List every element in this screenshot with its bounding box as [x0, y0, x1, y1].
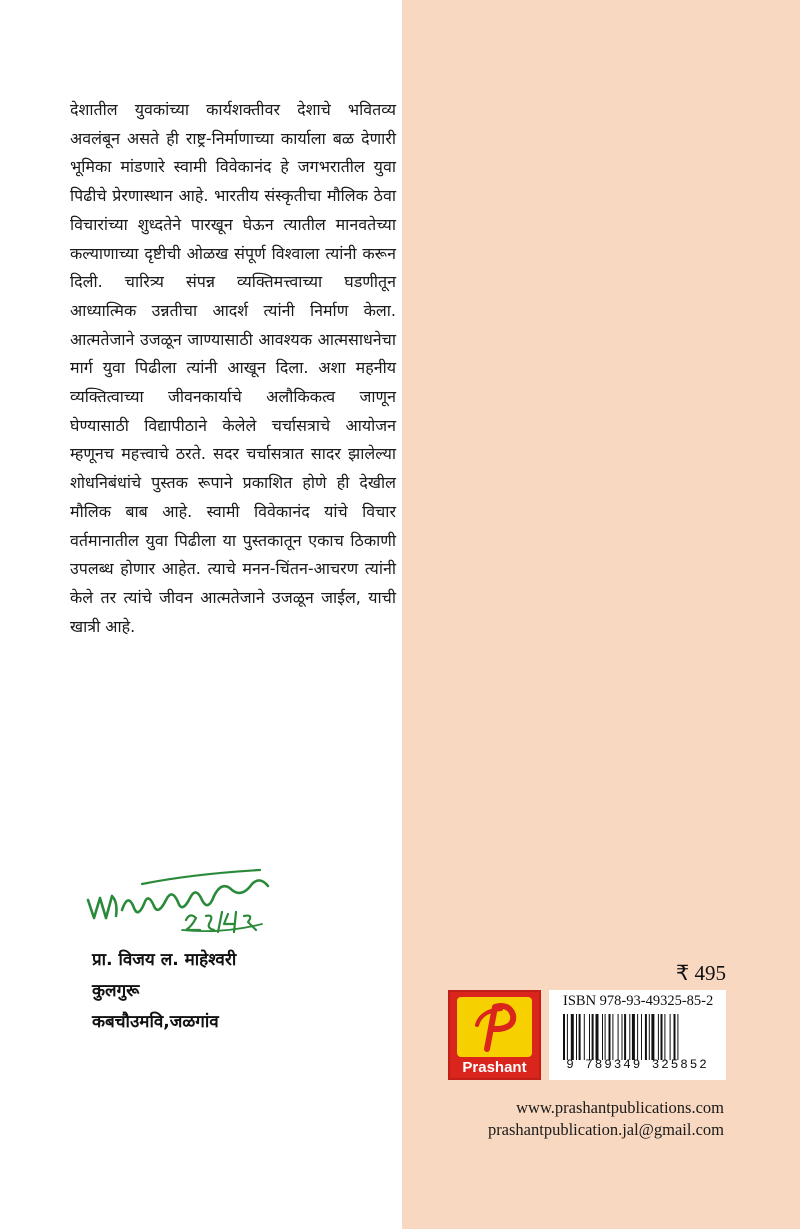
- signer-designation: कुलगुरू: [92, 981, 140, 1001]
- signer-block: [92, 945, 236, 1038]
- barcode-bar: [618, 1014, 619, 1060]
- barcode-bar: [674, 1014, 676, 1060]
- publisher-logo-emblem: [457, 997, 532, 1057]
- barcode-bar: [622, 1014, 623, 1060]
- publisher-logo: [448, 990, 541, 1080]
- barcode-bar: [645, 1014, 647, 1060]
- barcode-bar: [563, 1014, 565, 1060]
- barcode-bar: [609, 1014, 611, 1060]
- barcode-bar: [605, 1014, 606, 1060]
- signer-institution: कबचौउमवि,जळगांव: [92, 1012, 219, 1032]
- barcode-bar: [661, 1014, 663, 1060]
- barcode-bar: [596, 1014, 599, 1060]
- contact-block: [430, 1097, 724, 1141]
- p-monogram-icon: [457, 997, 532, 1057]
- barcode-bar: [589, 1014, 590, 1060]
- barcode-bar: [670, 1014, 671, 1060]
- barcode-bar: [612, 1014, 613, 1060]
- barcode-bar: [624, 1014, 626, 1060]
- price-label: ₹ 495: [675, 961, 726, 985]
- barcode-bar: [658, 1014, 659, 1060]
- barcode-image: [563, 1014, 715, 1060]
- barcode-bar: [584, 1014, 585, 1060]
- isbn-label: ISBN 978-93-49325-85-2: [563, 993, 714, 1009]
- barcode-digits: 9 789349 325852: [566, 1058, 709, 1072]
- barcode-bar: [629, 1014, 630, 1060]
- barcode-bar: [637, 1014, 638, 1060]
- barcode-bar: [641, 1014, 642, 1060]
- isbn-block: [549, 990, 726, 1080]
- barcode-bar: [571, 1014, 574, 1060]
- barcode-bar: [651, 1014, 654, 1060]
- barcode-bar: [579, 1014, 581, 1060]
- barcode-bar: [649, 1014, 650, 1060]
- barcode-bar: [664, 1014, 665, 1060]
- blurb-text: देशातील युवकांच्या कार्यशक्तीवर देशाचे भवितव्य अवलंबून असते ही राष्ट्र-निर्माणाच्या कार्याला बळ देणारी भूमिका मांडणारे स्वामी विवेकानंद हे जगभरातील युवा पिढीचे प्रेरणास्थान आहे. भारतीय संस्कृतीचा मौलिक ठेवा विचारांच्या शुध्दतेने पारखून घेऊन त्यातील मानवतेच्या कल्याणाच्या दृष्टीची ओळख संपूर्ण विश्वाला त्यांनी करून दिली. चारित्र्य संपन्न व्यक्तिमत्त्वाच्या घडणीतून आध्यात्मिक उन्नतीचा आदर्श त्यांनी निर्माण केला. आत्मतेजाने उजळून जाण्यासाठी आवश्यक आत्मसाधनेचा मार्ग युवा पिढीला त्यांनी आखून दिला. अशा महनीय व्यक्तित्वाच्या जीवनकार्याचे अलौकिकत्व जाणून घेण्यासाठी विद्यापीठाने केलेले चर्चासत्राचे आयोजन म्हणूनच महत्त्वाचे ठरते. सदर चर्चासत्रात सादर झालेल्या शोधनिबंधांचे पुस्तक रूपाने प्रकाशित होणे ही देखील मौलिक बाब आहे. स्वामी विवेकानंद यांचे विचार वर्तमानातील युवा पिढीला या पुस्तकातून एकाच ठिकाणी उपलब्ध होणार आहेत. त्याचे मनन-चिंतन-आचरण त्यांनी केले तर त्यांचे जीवन आत्मतेजाने उजळून जाईल, याची खात्री आहे.: [70, 100, 396, 636]
- barcode-bar: [576, 1014, 577, 1060]
- publisher-logo-text: Prashant: [462, 1059, 527, 1076]
- email-text: prashantpublication.jal@gmail.com: [487, 1120, 724, 1139]
- barcode-bar: [632, 1014, 635, 1060]
- signature-image: [82, 862, 282, 934]
- signer-name: प्रा. विजय ल. माहेश्वरी: [92, 950, 237, 970]
- barcode-bar: [567, 1014, 568, 1060]
- barcode-bar: [677, 1014, 678, 1060]
- barcode-bar: [602, 1014, 603, 1060]
- website-text: www.prashantpublications.com: [516, 1098, 724, 1117]
- barcode-bar: [592, 1014, 594, 1060]
